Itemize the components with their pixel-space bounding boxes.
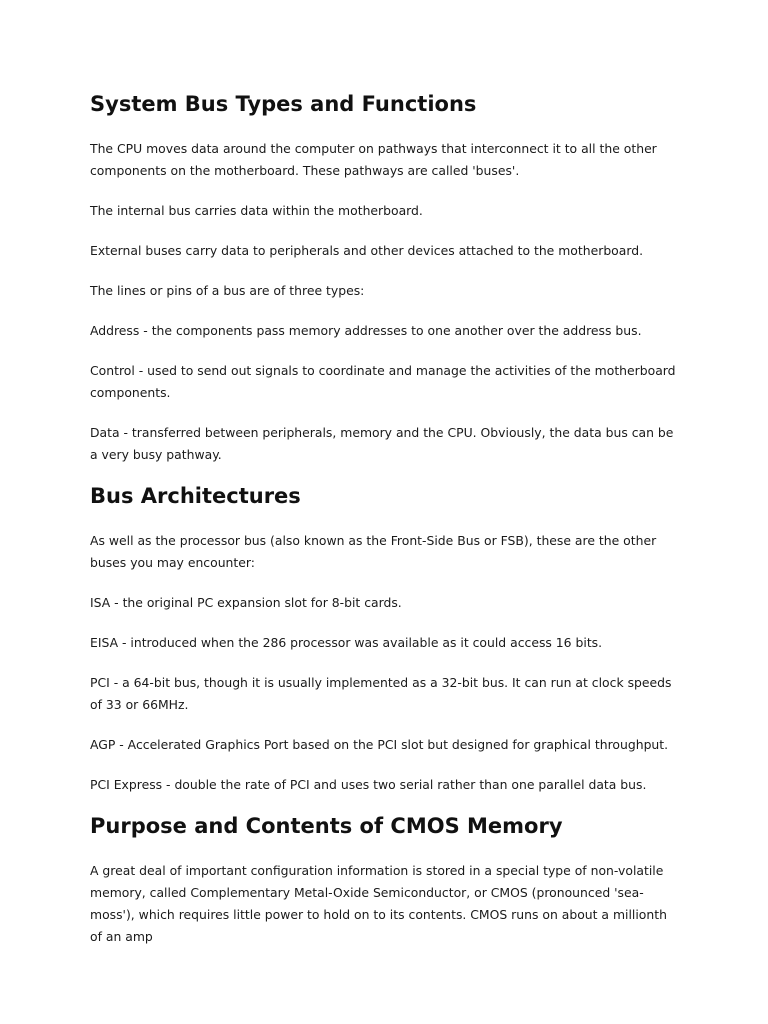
paragraph: PCI - a 64-bit bus, though it is usually implemented as a 32-bit bus. It can run at clock speeds of 33 or 66MHz. [90, 675, 672, 712]
section-heading-system-bus: System Bus Types and Functions [90, 92, 477, 116]
paragraph: EISA - introduced when the 286 processor was available as it could access 16 bits. [90, 635, 603, 650]
document-page [90, 88, 682, 948]
paragraph: AGP - Accelerated Graphics Port based on the PCI slot but designed for graphical throughput. [90, 737, 669, 752]
paragraph: ISA - the original PC expansion slot for 8-bit cards. [90, 595, 402, 610]
paragraph: Control - used to send out signals to coordinate and manage the activities of the motherboard components. [90, 363, 676, 400]
paragraph: The lines or pins of a bus are of three types: [90, 283, 365, 298]
paragraph: The CPU moves data around the computer on pathways that interconnect it to all the other components on the motherboard. These pathways are called 'buses'. [90, 141, 657, 178]
section-heading-cmos-memory: Purpose and Contents of CMOS Memory [90, 814, 563, 838]
paragraph: Address - the components pass memory addresses to one another over the address bus. [90, 323, 642, 338]
paragraph: External buses carry data to peripherals and other devices attached to the motherboard. [90, 243, 644, 258]
paragraph: The internal bus carries data within the motherboard. [90, 203, 423, 218]
paragraph: A great deal of important configuration information is stored in a special type of non-volatile memory, called Complementary Metal-Oxide Semiconductor, or CMOS (pronounced 'sea-moss'), which requires little power to hold on to its contents. CMOS runs on about a millionth of an amp [90, 863, 667, 944]
paragraph: As well as the processor bus (also known as the Front-Side Bus or FSB), these are the other buses you may encounter: [90, 533, 657, 570]
paragraph: PCI Express - double the rate of PCI and uses two serial rather than one parallel data bus. [90, 777, 647, 792]
paragraph: Data - transferred between peripherals, memory and the CPU. Obviously, the data bus can be a very busy pathway. [90, 425, 674, 462]
section-heading-bus-architectures: Bus Architectures [90, 484, 301, 508]
